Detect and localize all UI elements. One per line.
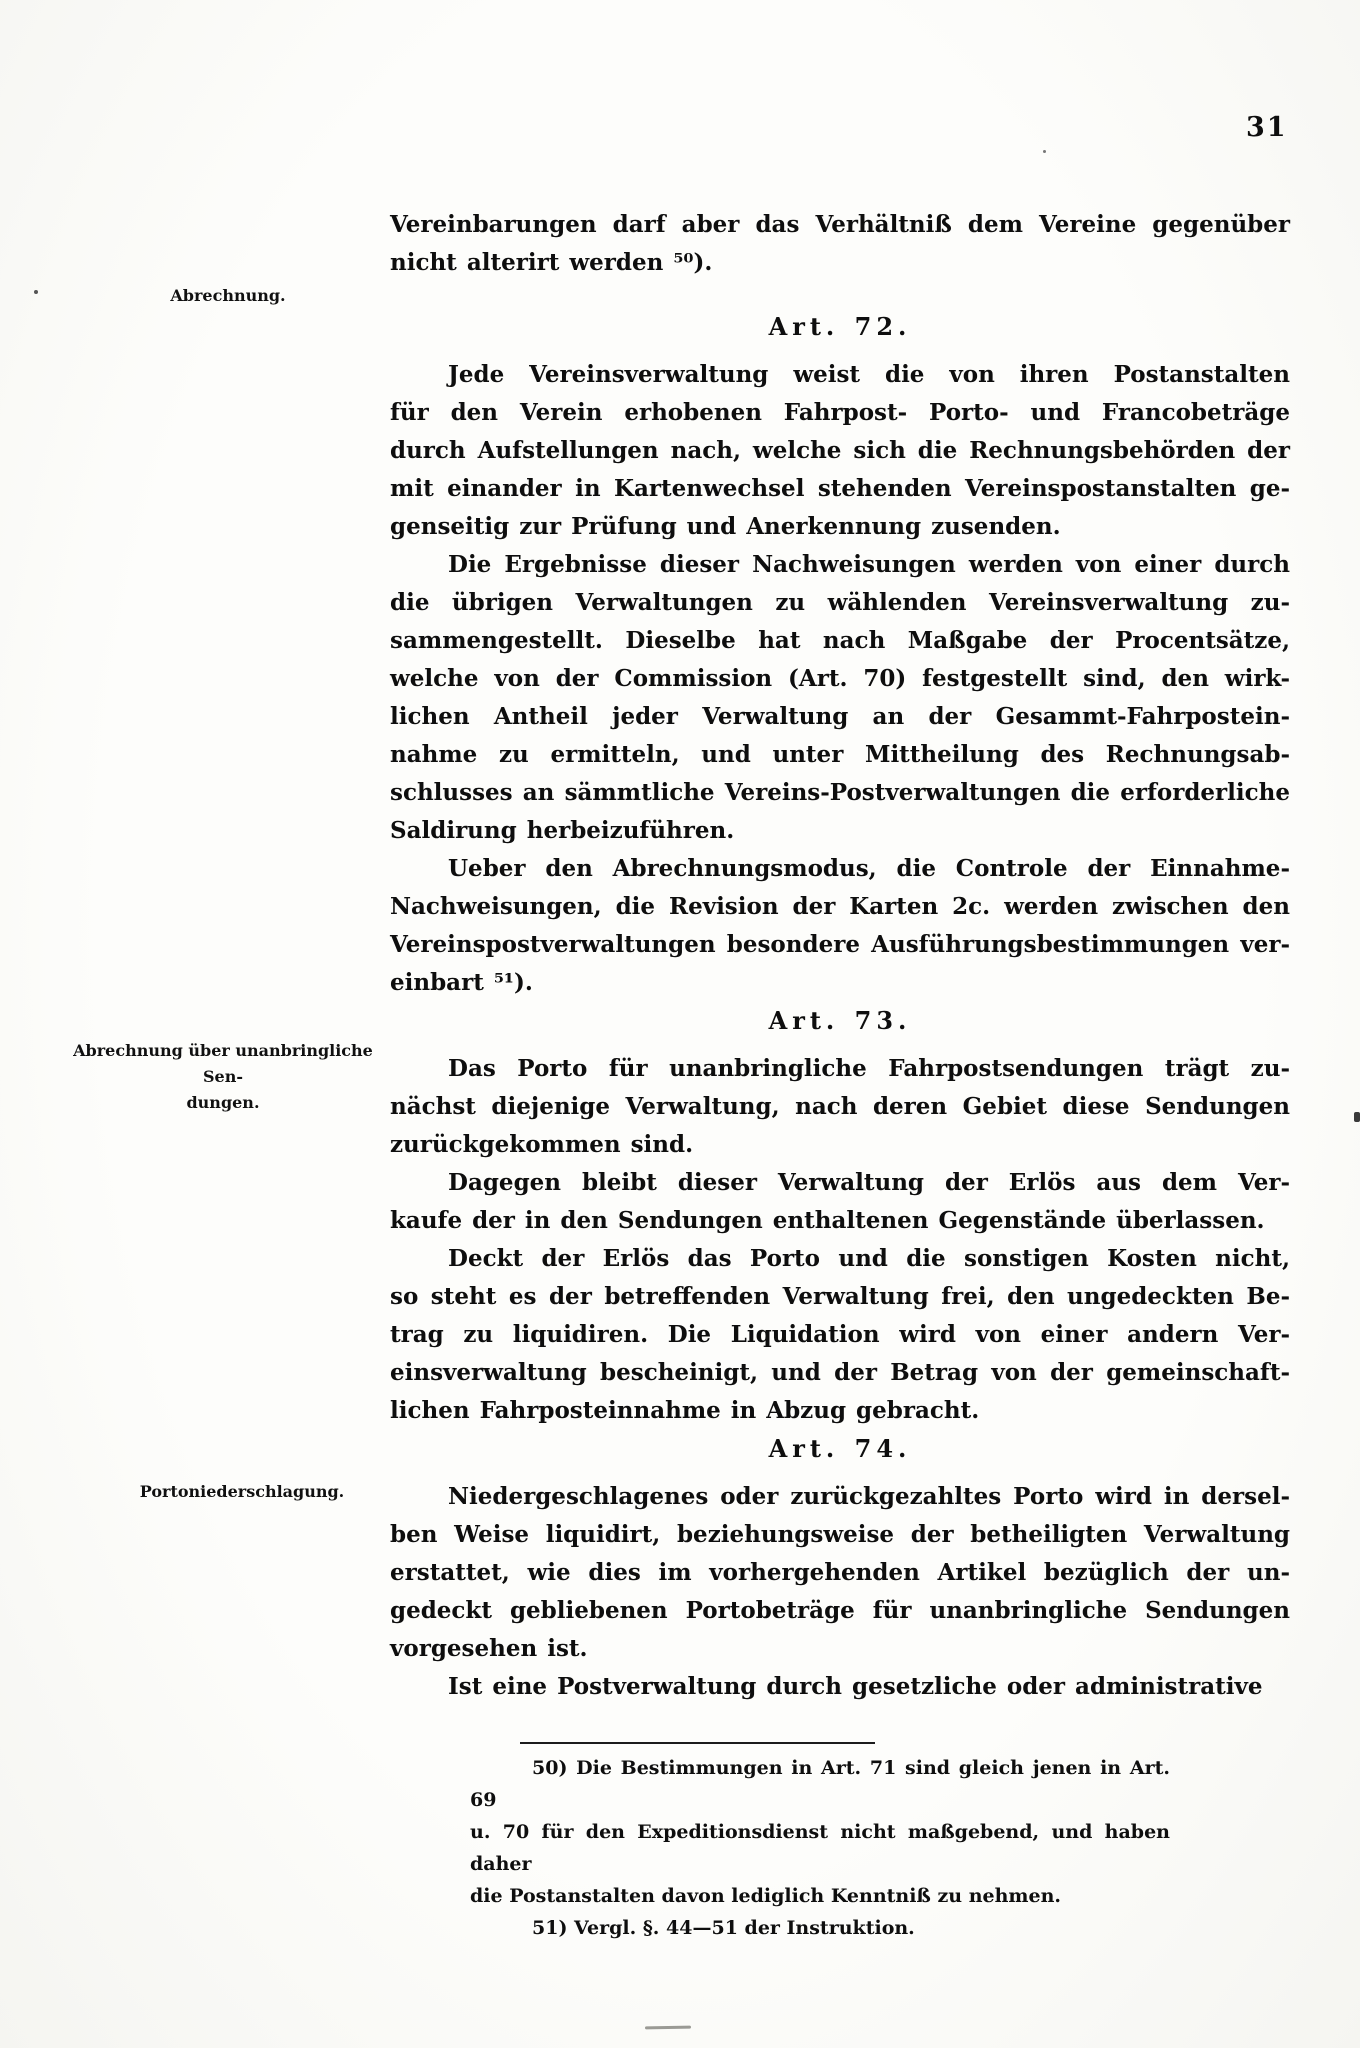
- text-line: durch Aufstellungen nach, welche sich die Rechnungsbehörden der: [390, 437, 1290, 464]
- text-column: [390, 206, 1290, 1706]
- page-number: 31: [1246, 112, 1288, 143]
- article-heading: Art. 74.: [768, 1434, 912, 1463]
- footnote-51: [470, 1912, 1170, 1944]
- text-line: genseitig zur Prüfung und Anerkennung zusenden.: [390, 513, 1061, 540]
- article-heading: Art. 72.: [768, 312, 912, 341]
- paragraph: [390, 1050, 1290, 1164]
- text-line: zurückgekommen sind.: [390, 1131, 694, 1158]
- text-line: u. 70 für den Expeditionsdienst nicht maßgebend, und haben daher: [470, 1821, 1170, 1875]
- text-line: Saldirung herbeizuführen.: [390, 817, 735, 844]
- text-line: einbart ⁵¹).: [390, 969, 533, 996]
- paragraph: [390, 1668, 1290, 1706]
- text-line: Die Ergebnisse dieser Nachweisungen werden von einer durch: [448, 551, 1290, 578]
- paragraph: [390, 850, 1290, 1002]
- paragraph: [390, 1478, 1290, 1668]
- text-line: trag zu liquidiren. Die Liquidation wird von einer andern Ver-: [390, 1321, 1290, 1348]
- text-line: lichen Fahrposteinnahme in Abzug gebracht.: [390, 1397, 980, 1424]
- text-line: nicht alterirt werden ⁵⁰).: [390, 249, 713, 276]
- scan-speck: [1354, 1112, 1360, 1122]
- paragraph: [390, 546, 1290, 850]
- text-line: Abrechnung über unanbringliche Sen-: [73, 1041, 373, 1086]
- paragraph: [390, 206, 1290, 282]
- text-line: dungen.: [186, 1093, 260, 1112]
- article-heading: Art. 73.: [768, 1006, 912, 1035]
- text-line: lichen Antheil jeder Verwaltung an der Gesammt-Fahrpostein-: [390, 703, 1290, 730]
- text-line: Dagegen bleibt dieser Verwaltung der Erlös aus dem Ver-: [448, 1169, 1290, 1196]
- text-line: 51) Vergl. §. 44—51 der Instruktion.: [532, 1917, 915, 1939]
- text-line: die Postanstalten davon lediglich Kenntniß zu nehmen.: [470, 1885, 1062, 1907]
- text-line: vorgesehen ist.: [390, 1635, 588, 1662]
- paragraph: [390, 1164, 1290, 1240]
- text-line: nahme zu ermitteln, und unter Mittheilung des Rechnungsab-: [390, 741, 1290, 768]
- text-line: Das Porto für unanbringliche Fahrpostsendungen trägt zu-: [448, 1055, 1290, 1082]
- paragraph: [390, 356, 1290, 546]
- footnote-50: [470, 1752, 1170, 1912]
- text-line: Abrechnung.: [170, 286, 286, 305]
- text-line: einsverwaltung bescheinigt, und der Betrag von der gemeinschaft-: [390, 1359, 1290, 1386]
- scan-speck: [1043, 150, 1046, 153]
- text-line: Jede Vereinsverwaltung weist die von ihren Postanstalten: [448, 361, 1290, 388]
- margin-note-unanbringliche-sendungen: [58, 1038, 388, 1116]
- text-line: so steht es der betreffenden Verwaltung frei, den ungedeckten Be-: [390, 1283, 1290, 1310]
- text-line: mit einander in Kartenwechsel stehenden Vereinspostanstalten ge-: [390, 475, 1290, 502]
- text-line: Portoniederschlagung.: [139, 1482, 345, 1501]
- paragraph: [390, 1240, 1290, 1430]
- text-line: Vereinbarungen darf aber das Verhältniß dem Vereine gegenüber: [390, 211, 1290, 238]
- text-line: erstattet, wie dies im vorhergehenden Artikel bezüglich der un-: [390, 1559, 1290, 1586]
- footnote-separator: [520, 1742, 875, 1744]
- text-line: Ueber den Abrechnungsmodus, die Controle der Einnahme-: [448, 855, 1290, 882]
- text-line: Ist eine Postverwaltung durch gesetzliche oder administrative: [448, 1673, 1263, 1700]
- scan-artifact: [645, 2026, 691, 2030]
- text-line: die übrigen Verwaltungen zu wählenden Vereinsverwaltung zu-: [390, 589, 1290, 616]
- text-line: für den Verein erhobenen Fahrpost- Porto- und Francobeträge: [390, 399, 1290, 426]
- text-line: sammengestellt. Dieselbe hat nach Maßgabe der Procentsätze,: [390, 627, 1290, 654]
- text-line: Niedergeschlagenes oder zurückgezahltes Porto wird in dersel-: [448, 1483, 1290, 1510]
- margin-note-abrechnung: [168, 283, 288, 309]
- margin-note-portoniederschlagung: [122, 1479, 362, 1505]
- text-line: schlusses an sämmtliche Vereins-Postverwaltungen die erforderliche: [390, 779, 1290, 806]
- text-line: Vereinspostverwaltungen besondere Ausführungsbestimmungen ver-: [390, 931, 1290, 958]
- text-line: welche von der Commission (Art. 70) festgestellt sind, den wirk-: [390, 665, 1290, 692]
- text-line: Nachweisungen, die Revision der Karten 2c. werden zwischen den: [390, 893, 1290, 920]
- text-line: gedeckt gebliebenen Portobeträge für unanbringliche Sendungen: [390, 1597, 1290, 1624]
- scan-speck: [34, 290, 38, 294]
- text-line: kaufe der in den Sendungen enthaltenen Gegenstände überlassen.: [390, 1207, 1265, 1234]
- text-line: 50) Die Bestimmungen in Art. 71 sind gleich jenen in Art. 69: [470, 1757, 1170, 1811]
- text-line: Deckt der Erlös das Porto und die sonstigen Kosten nicht,: [448, 1245, 1290, 1272]
- text-line: nächst diejenige Verwaltung, nach deren Gebiet diese Sendungen: [390, 1093, 1290, 1120]
- footnotes-block: [470, 1752, 1170, 1944]
- text-line: ben Weise liquidirt, beziehungsweise der betheiligten Verwaltung: [390, 1521, 1290, 1548]
